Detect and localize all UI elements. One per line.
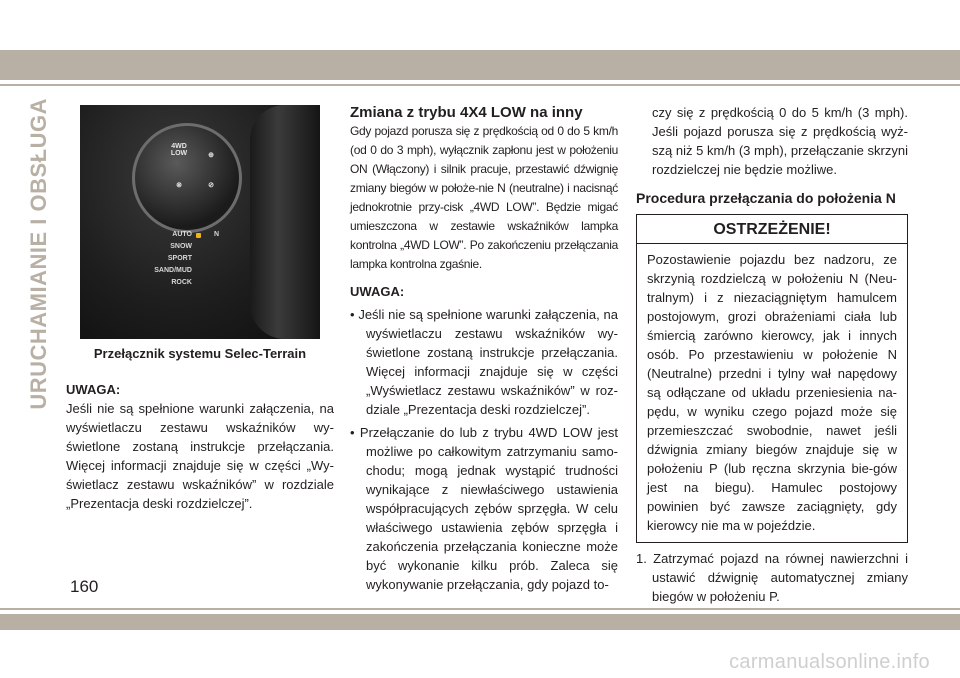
warning-text: Pozostawienie pojazdu bez nadzoru, ze skrzynią rozdzielczą w położeniu N (Neu-tralnym) i z niezaciągniętym hamulcem postojowym, grozi obrażeniami ciała lub śmiercią zarówno kierowcy, jak i innych osób. Po przestawieniu w położenie N (Neutralne) przedni i tylny wał napędowy są odłączane od układu przeniesienia na-pędu, w wyniku czego pojazd może się przemieszczać swobodnie, nawet jeśli dźwignia zmiany biegów znajduje się w położeniu P (lub ręczna skrzynia bie-gów jest na biegu). Hamulec postojowy powinien być zawsze zaciągnięty, gdy kierowcy nie ma w pojeździe. (647, 252, 897, 533)
column-3 (636, 103, 908, 606)
column-2 (350, 103, 618, 594)
terrain-mode-labels (142, 229, 192, 289)
section-title: URUCHAMIANIE I OBSŁUGA (26, 98, 51, 410)
mode-label: AUTO (172, 231, 192, 238)
warning-title: OSTRZEŻENIE! (637, 215, 907, 244)
mode-label: SPORT (167, 255, 192, 262)
footer-band (0, 614, 960, 630)
note-title: UWAGA: (66, 382, 121, 397)
header-band (0, 50, 960, 80)
section-heading: Zmiana z trybu 4X4 LOW na inny (350, 104, 583, 121)
watermark: carmanualsonline.info (729, 651, 930, 673)
column-1 (66, 380, 334, 513)
dial-label-4wd-low: 4WD LOW (170, 143, 188, 157)
procedure-heading: Procedura przełączania do położenia N (636, 190, 896, 206)
note-text: Jeśli nie są spełnione warunki załączenia, na wyświetlaczu zestawu wskaźników wy-świetlone zostaną instrukcje przełączania. Więcej informacji znajduje się w części „Wy-świetlacz zestawu wskaźników” w rozdziale „Prezentacja deski rozdzielczej”. (66, 401, 334, 511)
dial-label-2: ⊕ (208, 152, 214, 159)
continued-text: czy się z prędkością 0 do 5 km/h (3 mph). Jeśli pojazd porusza się z prędkością wyż-szą niż 5 km/h (3 mph), przełączanie skrzyni rozdzielczej nie będzie możliwe. (652, 105, 908, 177)
page-number: 160 (70, 577, 99, 596)
mode-label: SAND/MUD (154, 267, 192, 274)
footer-rule (0, 608, 960, 610)
selec-terrain-switch-photo (80, 105, 320, 339)
neutral-indicator-label: N (214, 231, 220, 238)
note-bullet-1: • Jeśli nie są spełnione warunki załączenia, na wyświetlaczu zestawu wskaźników wy-świetlone zostaną instrukcje przełączania. Więcej informacji znajduje się w części „Wyświetlacz zestawu wskaźników” w roz-dziale „Prezentacja deski rozdzielczej”. (350, 307, 618, 417)
procedure-step-1: 1. Zatrzymać pojazd na równej nawierzchni i ustawić dźwignię automatycznej zmiany biegów w położeniu P. (636, 551, 908, 604)
intro-paragraph: Gdy pojazd porusza się z prędkością od 0 do 5 km/h (od 0 do 3 mph), wyłącznik zapłonu jest w położeniu ON (Włączony) i silnik pracuje, przestawić dźwignię zmiany biegów w położe-nie N (neutralne) i nacisnąć jednokrotnie przy-cisk „4WD LOW”. Będzie migać umieszczona w zestawie wskaźników lampka kontrolna „4WD LOW”. Po zakończeniu przełączania lampka kontrolna zgaśnie. (350, 124, 618, 271)
note-title: UWAGA: (350, 284, 405, 299)
warning-box (636, 214, 908, 543)
dial-label-3: ⊗ (176, 182, 182, 189)
note-bullet-2: • Przełączanie do lub z trybu 4WD LOW jest możliwe po całkowitym zatrzymaniu samo-chodu; mogą jednak wystąpić trudności wynikające z niewłaściwego ustawienia współpracujących zębów sprzęgła. W celu właściwego ustawienia zębów sprzęgła i zakończenia przełączania konieczne może być wykonanie kilku prób. Zaleca się wykonywanie przełączania, gdy pojazd to- (350, 425, 618, 592)
auto-indicator-led (196, 233, 201, 238)
dial-label-4: ⊘ (208, 182, 214, 189)
gear-lever-image (250, 105, 320, 339)
mode-label: SNOW (170, 243, 192, 250)
header-rule (0, 84, 960, 86)
terrain-dial-image (132, 123, 242, 233)
mode-label: ROCK (171, 279, 192, 286)
figure-caption: Przełącznik systemu Selec-Terrain (93, 346, 307, 361)
section-tab (24, 100, 54, 410)
